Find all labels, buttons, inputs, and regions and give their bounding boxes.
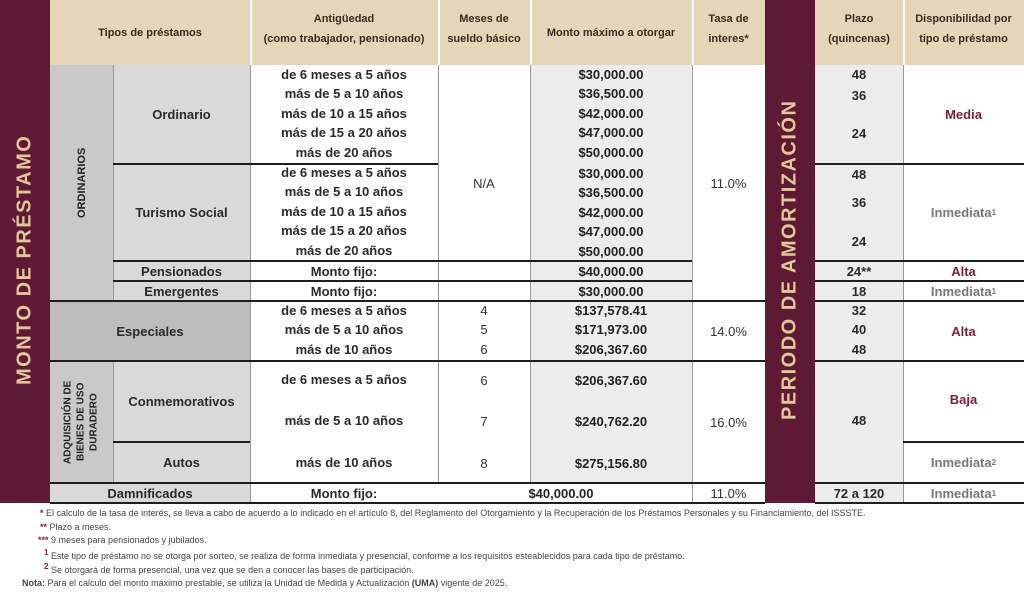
especiales-meses-3: 6 [480,342,488,357]
turismo-disp [903,164,1024,261]
divider [50,300,765,302]
ordinario-ant-3: más de 10 a 15 años [281,105,407,121]
loan-ordinario: Ordinario [152,107,211,122]
group-label-ordinarios: ORDINARIOS [76,147,88,219]
emergentes-disp-sup: 1 [991,286,997,296]
ordinarios-tasa: 11.0% [710,175,747,191]
ordinario-monto-2: $36,500.00 [578,85,644,101]
loan-emergentes: Emergentes [144,283,219,299]
divider [250,65,251,503]
divider [530,0,532,65]
header-plazo: Plazo [844,13,874,25]
divider [250,0,252,65]
emergentes-disp-text: Inmediata [930,283,992,299]
turismo-ant-4: más de 15 a 20 años [281,222,407,238]
footnote-text: 9 meses para pensionados y jubilados. [51,535,207,545]
divider [113,260,692,262]
header-disp-sub: tipo de préstamo [919,33,1008,45]
emergentes-monto: $30,000.00 [578,283,644,299]
damnificados-disp-sup: 1 [991,488,997,498]
turismo-ant-5: más de 20 años [295,242,393,258]
nota-end: vigente de 2025. [440,578,508,588]
divider [815,482,1024,484]
conmemorativos-meses-1: 6 [480,372,488,388]
divider [113,361,114,483]
nota-label: Nota: [22,578,45,588]
conmemorativos-monto-2: $240,762.20 [574,413,648,429]
nota-uma: (UMA) [411,578,439,588]
divider [113,280,692,282]
divider [903,0,905,65]
conmemorativos-ant-1: de 6 meses a 5 años [281,371,407,387]
turismo-monto-4: $47,000.00 [578,223,644,239]
turismo-plazo-1: 48 [851,166,867,182]
footnote-mark: 1 [44,548,49,557]
autos-disp-sup: 2 [991,458,997,467]
header-plazo-sub: (quincenas) [828,33,890,45]
adquisicion-plazo: 48 [851,412,867,428]
divider [692,0,694,65]
header-tipos: Tipos de préstamos [98,26,202,39]
loan-conmemorativos: Conmemorativos [128,394,235,409]
adquisicion-tasa: 16.0% [710,414,747,430]
ordinario-monto-1: $30,000.00 [578,66,644,82]
especiales-tasa: 14.0% [710,323,747,339]
autos-meses: 8 [480,455,488,471]
header-tasa: Tasa de [708,13,749,25]
divider [530,65,531,483]
turismo-ant-2: más de 5 a 10 años [284,183,404,199]
divider [113,163,438,165]
ordinario-ant-5: más de 20 años [295,144,393,160]
turismo-disp-sup: 1 [991,208,997,217]
damnificados-tasa: 11.0% [710,485,747,501]
ordinario-ant-4: más de 15 a 20 años [281,124,407,140]
especiales-ant-1: de 6 meses a 5 años [281,303,407,318]
especiales-monto-3: $206,367.60 [574,342,648,357]
especiales-ant-3: más de 10 años [295,342,393,357]
divider [815,502,1024,504]
footnote-2 [40,522,111,532]
ordinario-plazo-2: 36 [851,87,867,103]
footnote-mark: ** [40,522,48,532]
footnote-text: Este tipo de préstamo no se otorga por sorteo, se realiza de forma inmediata y presencial, conforme a los requisitos esteablecidos para cada tipo de préstamo. [50,551,685,561]
conmemorativos-meses-2: 7 [480,413,488,429]
turismo-monto-2: $36,500.00 [578,184,644,200]
divider [903,441,1024,443]
side-label-periodo: PERIODO DE AMORTIZACIÓN [778,99,801,421]
footnote-mark: *** [38,535,49,545]
footnote-mark: * [40,508,44,518]
header-antiguedad: Antigüedad [313,13,375,25]
divider [113,65,114,301]
ordinario-ant-2: más de 5 a 10 años [284,85,404,101]
footnote-text: Se otorgará de forma presencial, una vez que se den a conocer las bases de participación. [50,565,414,575]
loan-turismo: Turismo Social [135,205,228,220]
nota [22,578,507,588]
footnote-1 [40,508,866,518]
turismo-disp-text: Inmediata [930,205,992,220]
pensionados-plazo: 24** [846,263,872,279]
side-label-monto: MONTO DE PRÉSTAMO [13,134,36,386]
nota-text: Para el calculo del monto máximo prestable, se utiliza la Unidad de Medida y Actualización [47,578,410,588]
autos-monto: $275,156.80 [574,455,648,471]
divider [438,65,439,483]
conmemorativos-monto-1: $206,367.60 [574,372,648,388]
especiales-plazo-1: 32 [851,303,867,318]
footnote-4 [44,548,685,561]
divider [815,280,1024,282]
ordinario-monto-3: $42,000.00 [578,105,644,121]
autos-disp [903,442,1024,483]
turismo-ant-3: más de 10 a 15 años [281,203,407,219]
footnote-5 [44,562,414,575]
pensionados-ant: Monto fijo: [310,263,378,279]
pensionados-monto: $40,000.00 [578,263,644,279]
emergentes-ant: Monto fijo: [310,283,378,299]
turismo-monto-3: $42,000.00 [578,204,644,220]
turismo-plazo-3: 24 [851,233,867,249]
ordinario-monto-4: $47,000.00 [578,124,644,140]
ordinarios-meses: N/A [473,175,495,191]
footnote-text: El calculo de la tasa de interés, se lleva a cabo de acuerdo a lo indicado en el artículo 8, del Reglamento del Otorgamiento y la Recuperación de los Préstamos Personales y su Financiamiento, del ISSSTE. [46,508,866,518]
loan-pensionados: Pensionados [141,263,222,279]
divider [50,360,765,362]
damnificados-disp [903,483,1024,503]
damnificados-monto: $40,000.00 [528,485,594,501]
ordinario-plazo-1: 48 [851,66,867,82]
footnote-mark: 2 [44,562,49,571]
header-monto: Monto máximo a otorgar [546,26,676,39]
pensionados-disp: Alta [951,263,976,279]
especiales-ant-2: más de 5 a 10 años [284,322,404,337]
header-meses: Meses de [459,13,509,25]
ordinario-disp: Media [945,107,982,122]
header-disp: Disponibilidad por [915,13,1012,25]
divider [50,482,765,484]
especiales-monto-2: $171,973.00 [574,322,648,337]
footnote-3 [38,535,207,545]
loan-especiales: Especiales [116,323,184,339]
turismo-monto-1: $30,000.00 [578,165,644,181]
emergentes-plazo: 18 [851,283,867,299]
ordinario-ant-1: de 6 meses a 5 años [281,66,407,82]
especiales-plazo-3: 48 [851,342,867,357]
divider [815,163,1024,165]
divider [815,300,1024,302]
autos-disp-text: Inmediata [930,455,992,470]
especiales-meses-1: 4 [480,303,488,318]
group-label-adquisicion: ADQUISICIÓN DE BIENES DE USO DURADERO [62,380,100,464]
divider [692,65,693,503]
turismo-ant-1: de 6 meses a 5 años [281,164,407,180]
loan-autos: Autos [163,455,200,470]
divider [113,441,250,443]
ordinario-plazo-3: 24 [851,125,867,141]
footnote-text: Plazo a meses. [49,522,112,532]
especiales-plazo-2: 40 [851,322,867,337]
divider [815,360,1024,362]
divider [903,65,904,503]
ordinario-monto-5: $50,000.00 [578,144,644,160]
conmemorativos-ant-2: más de 5 a 10 años [284,412,404,428]
header-meses-sub: sueldo básico [447,33,521,45]
turismo-monto-5: $50,000.00 [578,243,644,259]
especiales-monto-1: $137,578.41 [574,303,648,318]
autos-ant: más de 10 años [295,454,393,470]
especiales-disp: Alta [951,323,976,339]
emergentes-disp [903,281,1024,301]
conmemorativos-disp: Baja [949,391,978,407]
divider [815,260,1024,262]
turismo-plazo-2: 36 [851,194,867,210]
header-tasa-sub: interes* [708,33,749,45]
damnificados-plazo: 72 a 120 [833,485,885,501]
especiales-meses-2: 5 [480,322,488,337]
divider [438,0,440,65]
divider [50,502,765,504]
damnificados-ant: Monto fijo: [310,485,378,501]
loan-damnificados: Damnificados [107,485,193,501]
header-antiguedad-sub: (como trabajador, pensionado) [263,33,425,45]
damnificados-disp-text: Inmediata [930,485,992,501]
